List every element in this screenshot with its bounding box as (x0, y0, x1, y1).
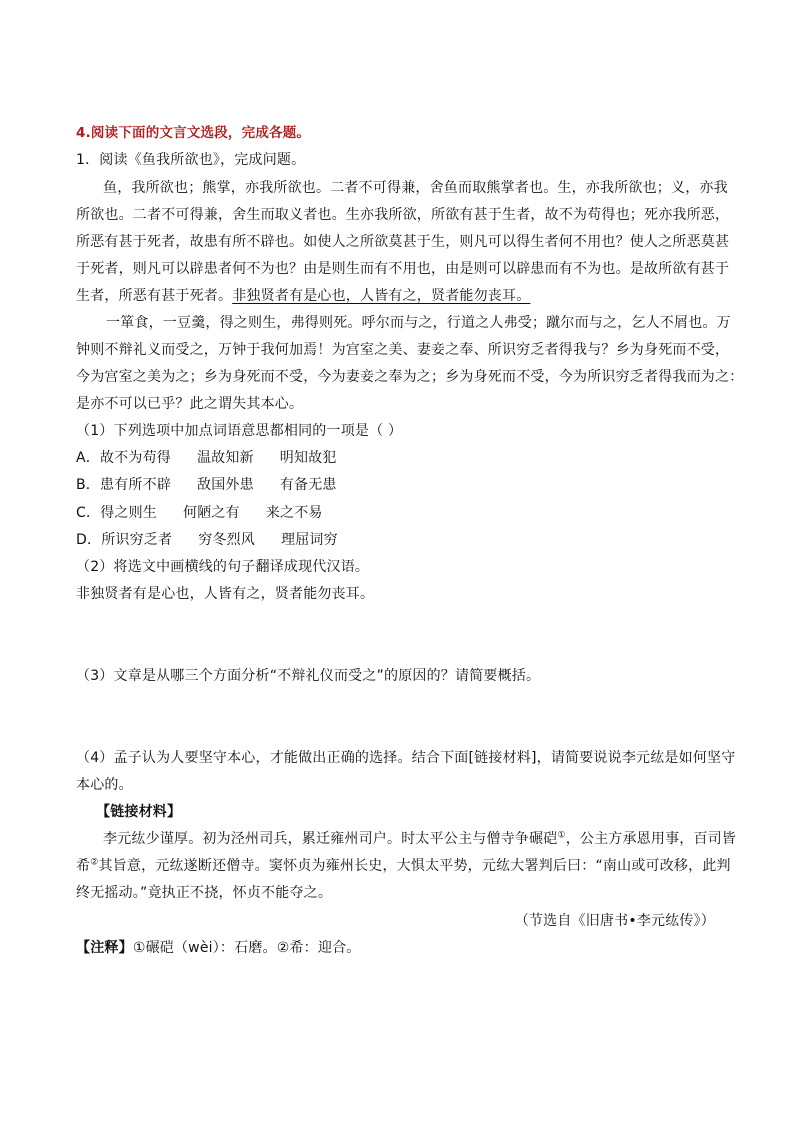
option-item: 故不为苟得 (99, 450, 171, 466)
q1-prompt: （1）下列选项中加点词语意思都相同的一项是（ ） (76, 423, 403, 439)
option-item: 明知故犯 (279, 450, 337, 466)
q3-prompt: （3）文章是从哪三个方面分析“不辩礼仪而受之”的原因的？请简要概括。 (76, 668, 541, 684)
option-item: 得之则生 (100, 505, 157, 521)
notes-label: 【注释】 (76, 940, 133, 956)
passage1-line-5 (76, 286, 726, 306)
question-subtitle: 1．阅读《鱼我所欲也》，完成问题。 (76, 152, 306, 168)
material-title: 【链接材料】 (96, 804, 182, 820)
notes-text: ①碾硙（wèi）：石磨。②希：迎合。 (132, 940, 361, 956)
passage2-line-1: 一箪食，一豆羹，得之则生，弗得则死。呼尔而与之，行道之人弗受；蹴尔而与之，乞人不屑也。万 (106, 315, 731, 331)
option-item: 穷冬烈风 (198, 532, 255, 548)
material-line-3: 终无摇动。”竟执正不挠，怀贞不能夺之。 (76, 885, 333, 901)
passage1-line-3: 所恶有甚于死者，故患有所不辟也。如使人之所欲莫甚于生，则凡可以得生者何不用也？使人之所恶莫甚 (76, 234, 730, 250)
option-item: 来之不易 (265, 505, 323, 521)
option-item: 患有所不辟 (100, 477, 172, 493)
passage1-line-2: 所欲也。二者不可得兼，舍生而取义者也。生亦我所欲，所欲有甚于生者，故不为苟得也；死亦我所恶， (76, 207, 730, 223)
passage1-line-4: 于死者，则凡可以辟患者何不为也？由是则生而有不用也，由是则可以辟患而有不为也。是故所欲有甚于 (76, 261, 730, 277)
option-item: 所识穷乏者 (101, 532, 173, 548)
option-letter: C． (76, 505, 101, 521)
underlined-sentence: 非独贤者有是心也，人皆有之，贤者能勿丧耳。 (232, 288, 531, 304)
q1-option-b (76, 475, 726, 495)
q2-prompt: （2）将选文中画横线的句子翻译成现代汉语。 (76, 559, 370, 575)
passage2-line-3: 今为宫室之美为之；乡为身死而不受，今为妻妾之奉为之；乡为身死而不受，今为所识穷乏者得我而为之： (76, 369, 744, 385)
option-item: 有备无患 (279, 477, 337, 493)
option-letter: B． (76, 477, 101, 493)
q1-option-a (76, 448, 726, 468)
material-source: （节选自《旧唐书•李元纮传》） (514, 913, 715, 929)
passage1-last-plain: 生者，所恶有甚于死者。 (76, 288, 233, 304)
material-text: 希 (76, 858, 91, 874)
q4-prompt-line-2: 本心的。 (76, 777, 133, 793)
option-item: 敌国外患 (197, 477, 254, 493)
q1-option-c (76, 503, 726, 523)
material-line-1 (103, 829, 737, 849)
notes (76, 938, 726, 958)
q4-prompt-line-1: （4）孟子认为人要坚守本心，才能做出正确的选择。结合下面[链接材料]，请简要说说李元纮是如何坚守 (76, 750, 736, 766)
q2-sentence: 非独贤者有是心也，人皆有之，贤者能勿丧耳。 (76, 586, 375, 602)
material-line-2 (76, 856, 731, 876)
option-item: 温故知新 (196, 450, 254, 466)
material-text: ，公主方承恩用事，百司皆 (565, 831, 737, 847)
passage2-line-2: 钟则不辩礼义而受之，万钟于我何加焉！为宫室之美、妻妾之奉、所识穷乏者得我与？乡为身死而不受， (76, 342, 730, 358)
option-item: 何陋之有 (183, 505, 240, 521)
passage2-line-4: 是亦不可以已乎？此之谓失其本心。 (76, 396, 304, 412)
material-text: 其旨意，元纮遂断还僧寺。窦怀贞为雍州长史，大惧太平势，元纮大署判后曰：“南山或可改移，此判 (98, 858, 731, 874)
question-heading: 4.阅读下面的文言文选段，完成各题。 (76, 125, 311, 141)
footnote-mark-1: ① (557, 830, 566, 841)
option-letter: D． (76, 532, 102, 548)
q1-option-d (76, 530, 726, 550)
option-letter: A． (76, 450, 100, 466)
passage1-line-1: 鱼，我所欲也；熊掌，亦我所欲也。二者不可得兼，舍鱼而取熊掌者也。生，亦我所欲也；义，亦我 (103, 180, 728, 196)
option-item: 理屈词穷 (281, 532, 338, 548)
material-text: 李元纮少谨厚。初为泾州司兵，累迁雍州司户。时太平公主与僧寺争碾硙 (103, 831, 558, 847)
footnote-mark-2: ② (90, 857, 99, 868)
